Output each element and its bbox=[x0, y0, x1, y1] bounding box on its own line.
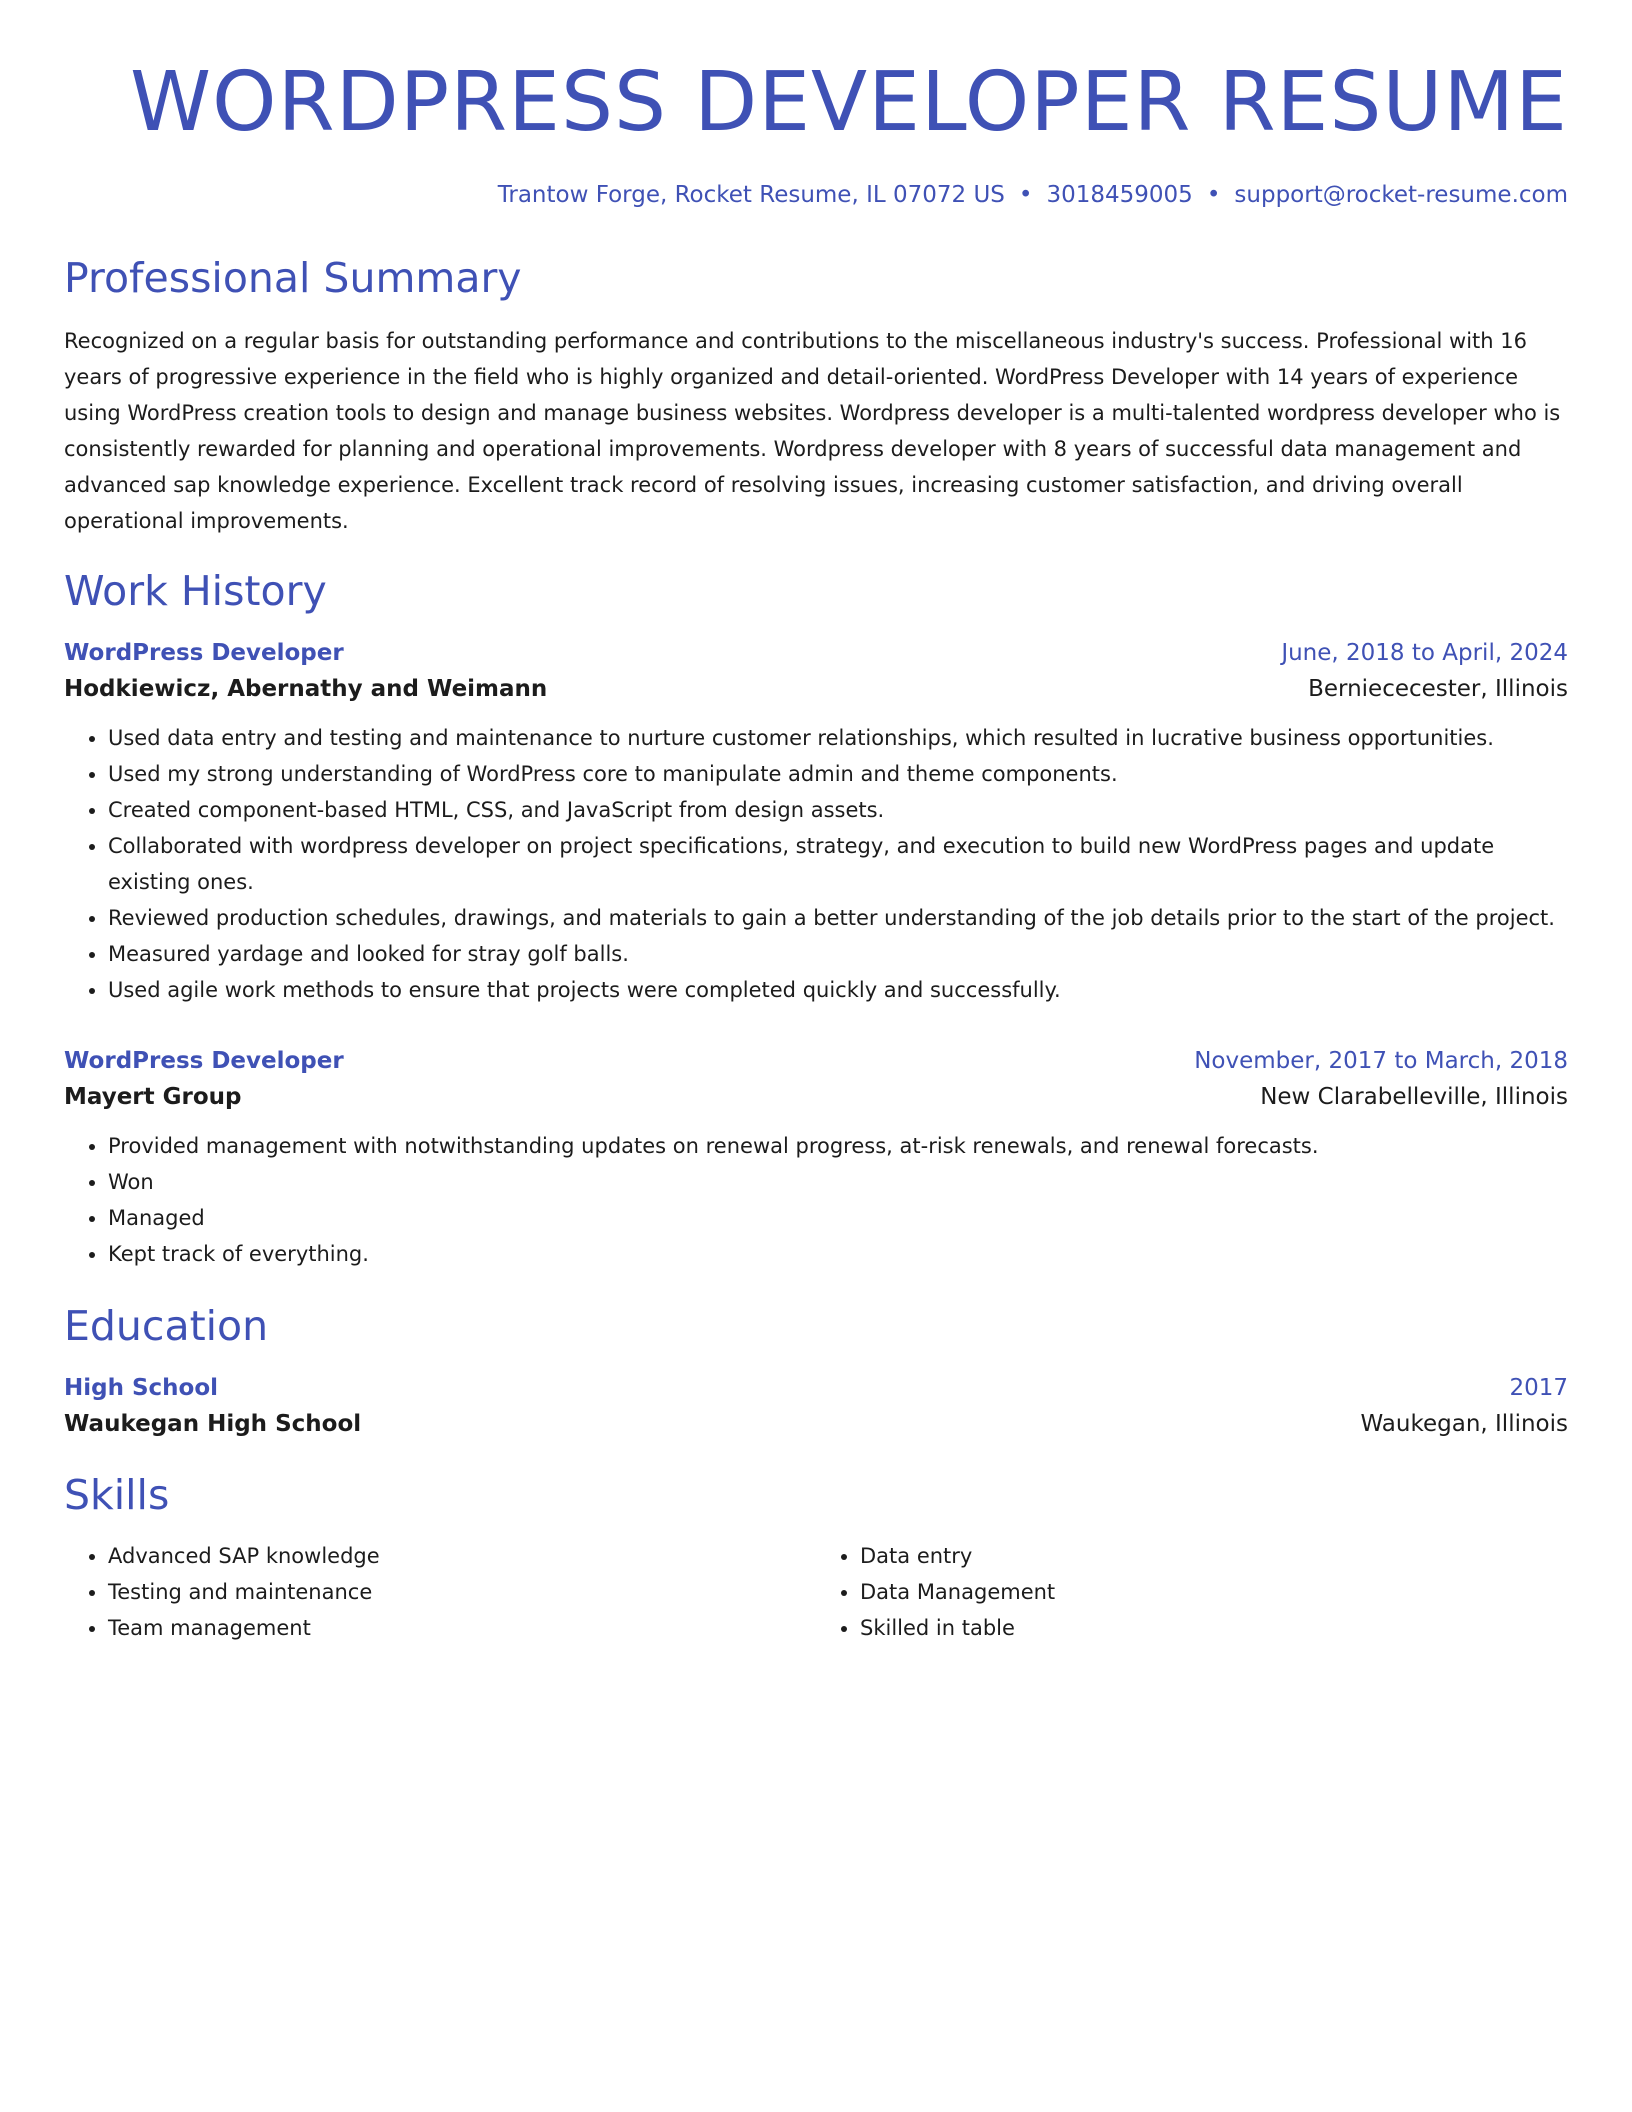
skill-item: • Skilled in table bbox=[860, 1610, 1568, 1646]
job-bullet: • Used data entry and testing and maintenance to nurture customer relationships, which resulted in lucrative business opportunities. bbox=[108, 720, 1568, 756]
contact-address: Trantow Forge, Rocket Resume, IL 07072 US bbox=[497, 182, 1005, 208]
job-company: Mayert Group bbox=[64, 1084, 242, 1111]
education-school-row bbox=[64, 1411, 1568, 1437]
job-dates: November, 2017 to March, 2018 bbox=[1194, 1048, 1568, 1075]
resume-name: WORDPRESS DEVELOPER RESUME bbox=[129, 55, 1568, 150]
summary-text: Recognized on a regular basis for outstanding performance and contributions to the miscellaneous industry's success. Professional with 16 years of progressive experience in the field who is highly organized and detail-oriented. WordPress Developer with 14 years of experience using WordPress creation tools to design and manage business websites. Wordpress developer is a multi-talented wordpress developer who is consistently rewarded for planning and operational improvements. Wordpress developer with 8 years of successful data management and advanced sap knowledge experience. Excellent track record of resolving issues, increasing customer satisfaction, and driving overall operational improvements. bbox=[64, 329, 1561, 534]
skills-column-right bbox=[816, 1538, 1568, 1646]
skill-item: • Team management bbox=[108, 1610, 816, 1646]
contact-phone: 3018459005 bbox=[1046, 182, 1193, 208]
job-location: Berniececester, Illinois bbox=[1308, 676, 1568, 703]
section-title-skills: Skills bbox=[64, 1471, 170, 1520]
job-bullet: • Used agile work methods to ensure that projects were completed quickly and successfully. bbox=[108, 972, 1568, 1008]
job-entry bbox=[64, 640, 1568, 1008]
job-title: WordPress Developer bbox=[64, 1048, 344, 1075]
contact-separator: • bbox=[1018, 182, 1033, 208]
job-entry bbox=[64, 1048, 1568, 1272]
skill-item: • Data Management bbox=[860, 1574, 1568, 1610]
education-school: Waukegan High School bbox=[64, 1411, 362, 1438]
job-header-row bbox=[64, 640, 1568, 666]
skill-item: • Data entry bbox=[860, 1538, 1568, 1574]
section-title-education: Education bbox=[64, 1302, 269, 1351]
skill-item: • Advanced SAP knowledge bbox=[108, 1538, 816, 1574]
education-year: 2017 bbox=[1509, 1375, 1568, 1402]
job-bullet: • Kept track of everything. bbox=[108, 1236, 1568, 1272]
job-bullet: • Collaborated with wordpress developer on project specifications, strategy, and execution to build new WordPress pages and update existing ones. bbox=[108, 828, 1568, 900]
job-company-row bbox=[64, 676, 1568, 702]
contact-line bbox=[64, 182, 1568, 208]
job-header-row bbox=[64, 1048, 1568, 1074]
job-company: Hodkiewicz, Abernathy and Weimann bbox=[64, 676, 548, 703]
education-header-row bbox=[64, 1375, 1568, 1401]
job-bullet: • Won bbox=[108, 1164, 1568, 1200]
job-bullets bbox=[64, 1128, 1568, 1272]
section-title-summary: Professional Summary bbox=[64, 254, 522, 302]
job-bullet: • Managed bbox=[108, 1200, 1568, 1236]
skills-list bbox=[64, 1538, 1568, 1646]
job-bullet: • Created component-based HTML, CSS, and JavaScript from design assets. bbox=[108, 792, 1568, 828]
education-entry bbox=[64, 1375, 1568, 1437]
job-location: New Clarabelleville, Illinois bbox=[1260, 1084, 1568, 1111]
job-title: WordPress Developer bbox=[64, 640, 344, 667]
education-degree: High School bbox=[64, 1375, 219, 1402]
skill-item: • Testing and maintenance bbox=[108, 1574, 816, 1610]
job-company-row bbox=[64, 1084, 1568, 1110]
contact-email[interactable]: support@rocket-resume.com bbox=[1234, 182, 1568, 208]
education-location: Waukegan, Illinois bbox=[1360, 1411, 1568, 1438]
skills-column-left bbox=[64, 1538, 816, 1646]
job-bullet: • Used my strong understanding of WordPress core to manipulate admin and theme components. bbox=[108, 756, 1568, 792]
section-title-work-history: Work History bbox=[64, 567, 327, 616]
job-bullet: • Measured yardage and looked for stray golf balls. bbox=[108, 936, 1568, 972]
contact-separator: • bbox=[1206, 182, 1221, 208]
job-bullet: • Reviewed production schedules, drawings, and materials to gain a better understanding of the job details prior to the start of the project. bbox=[108, 900, 1568, 936]
job-bullets bbox=[64, 720, 1568, 1008]
job-dates: June, 2018 to April, 2024 bbox=[1281, 640, 1568, 667]
job-bullet: • Provided management with notwithstanding updates on renewal progress, at-risk renewals, and renewal forecasts. bbox=[108, 1128, 1568, 1164]
